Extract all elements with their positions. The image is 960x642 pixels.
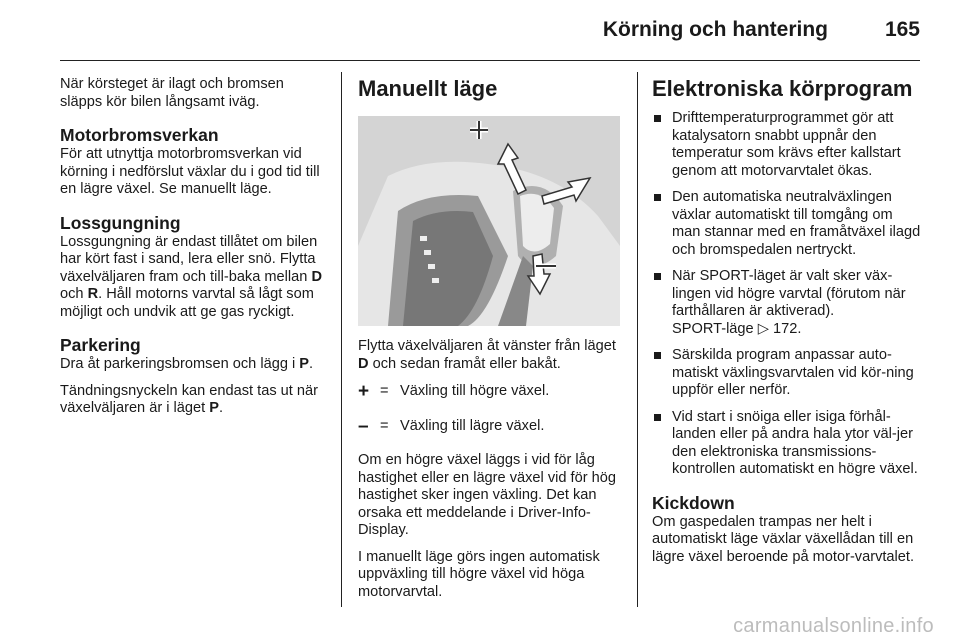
column-divider-2 <box>637 72 638 607</box>
legend-text: Växling till högre växel. <box>400 383 550 399</box>
chapter-title: Körning och hantering <box>602 18 828 41</box>
minus-symbol: – <box>358 415 369 437</box>
program-list <box>652 110 922 479</box>
intro-paragraph: När körsteget är ilagt och bromsen släpps kör bilen långsamt iväg. <box>60 76 284 110</box>
legend-equals: = <box>380 417 389 434</box>
page-reference-link[interactable]: SPORT-läge ▷ 172. <box>672 320 802 337</box>
legend-text: Växling till lägre växel. <box>400 417 545 434</box>
page-number: 165 <box>884 18 920 41</box>
manuellt-paragraph-2: I manuellt läge görs ingen automatisk uppväxling till högre växel vid höga motorvarvtal. <box>358 548 600 600</box>
kickdown-paragraph: Om gaspedalen trampas ner helt i automatiskt läge växlar växellådan till en lägre växel beroende på motor-varvtalet. <box>652 513 915 565</box>
column-divider-1 <box>341 72 342 607</box>
column-3 <box>652 76 922 575</box>
legend-equals: = <box>380 383 389 399</box>
section-heading-lossgungning: Lossgungning <box>60 212 181 233</box>
header-divider <box>60 60 920 61</box>
section-heading-korprogram: Elektroniska körprogram <box>652 76 913 101</box>
plus-symbol: + <box>358 381 370 402</box>
section-heading-parkering: Parkering <box>60 335 141 355</box>
column-2 <box>358 76 620 610</box>
legend-row-minus <box>358 415 620 437</box>
column-1 <box>60 76 326 427</box>
motorbroms-paragraph: För att utnyttja motorbromsverkan vid körning i nedförslut växlar du i god tid till en lägre växel. Se manuellt läge. <box>60 146 320 197</box>
figure-caption: Flytta växelväljaren åt vänster från läget D och sedan framåt eller bakåt. <box>358 338 616 372</box>
list-item: Den automatiska neutralväxlingen växlar automatiskt till tomgång om man stannar med en framåtväxel ilagd och bromspedalen nertryckt. <box>652 189 922 259</box>
list-item: Särskilda program anpassar auto-matiskt växlingsvarvtalen vid kör-ning uppför eller nerför. <box>652 347 922 400</box>
watermark: carmanualsonline.info <box>733 615 934 637</box>
section-heading-manuellt: Manuellt läge <box>358 76 498 101</box>
lossgungning-paragraph: Lossgungning är endast tillåtet om bilen har kört fast i sand, lera eller snö. Flytta växelväljaren fram och till-baka mellan D och R. Håll motorns varvtal så lågt som möjligt och undvik att ge gas ryckigt. <box>60 233 322 320</box>
manuellt-paragraph-1: Om en högre växel läggs i vid för låg hastighet eller en lägre växel vid för hög hastighet sker ingen växling. Det kan orsaka ett meddelande i Driver-Info-Display. <box>358 452 616 538</box>
section-heading-kickdown: Kickdown <box>652 492 735 513</box>
list-item: När SPORT-läget är valt sker väx-lingen vid högre varvtal (förutom när farthållaren är aktiverad). SPORT-läge ▷ 172. <box>652 268 922 338</box>
list-item: Drifttemperaturprogrammet gör att katalysatorn snabbt uppnår den temperatur som krävs efter kallstart genom att motorvarvtalet ökas. <box>652 110 922 180</box>
section-heading-motorbroms: Motorbromsverkan <box>60 125 219 145</box>
parkering-paragraph: Dra åt parkeringsbromsen och lägg i P. <box>60 356 314 372</box>
legend-row-plus <box>358 383 620 401</box>
gear-selector-illustration <box>358 116 620 326</box>
list-item: Vid start i snöiga eller isiga förhål-landen eller på andra hala ytor väl-jer den elektroniska transmissions-kontrollen automatiskt en högre växel. <box>652 409 922 479</box>
key-paragraph: Tändningsnyckeln kan endast tas ut när växelväljaren är i läget P. <box>60 382 318 416</box>
